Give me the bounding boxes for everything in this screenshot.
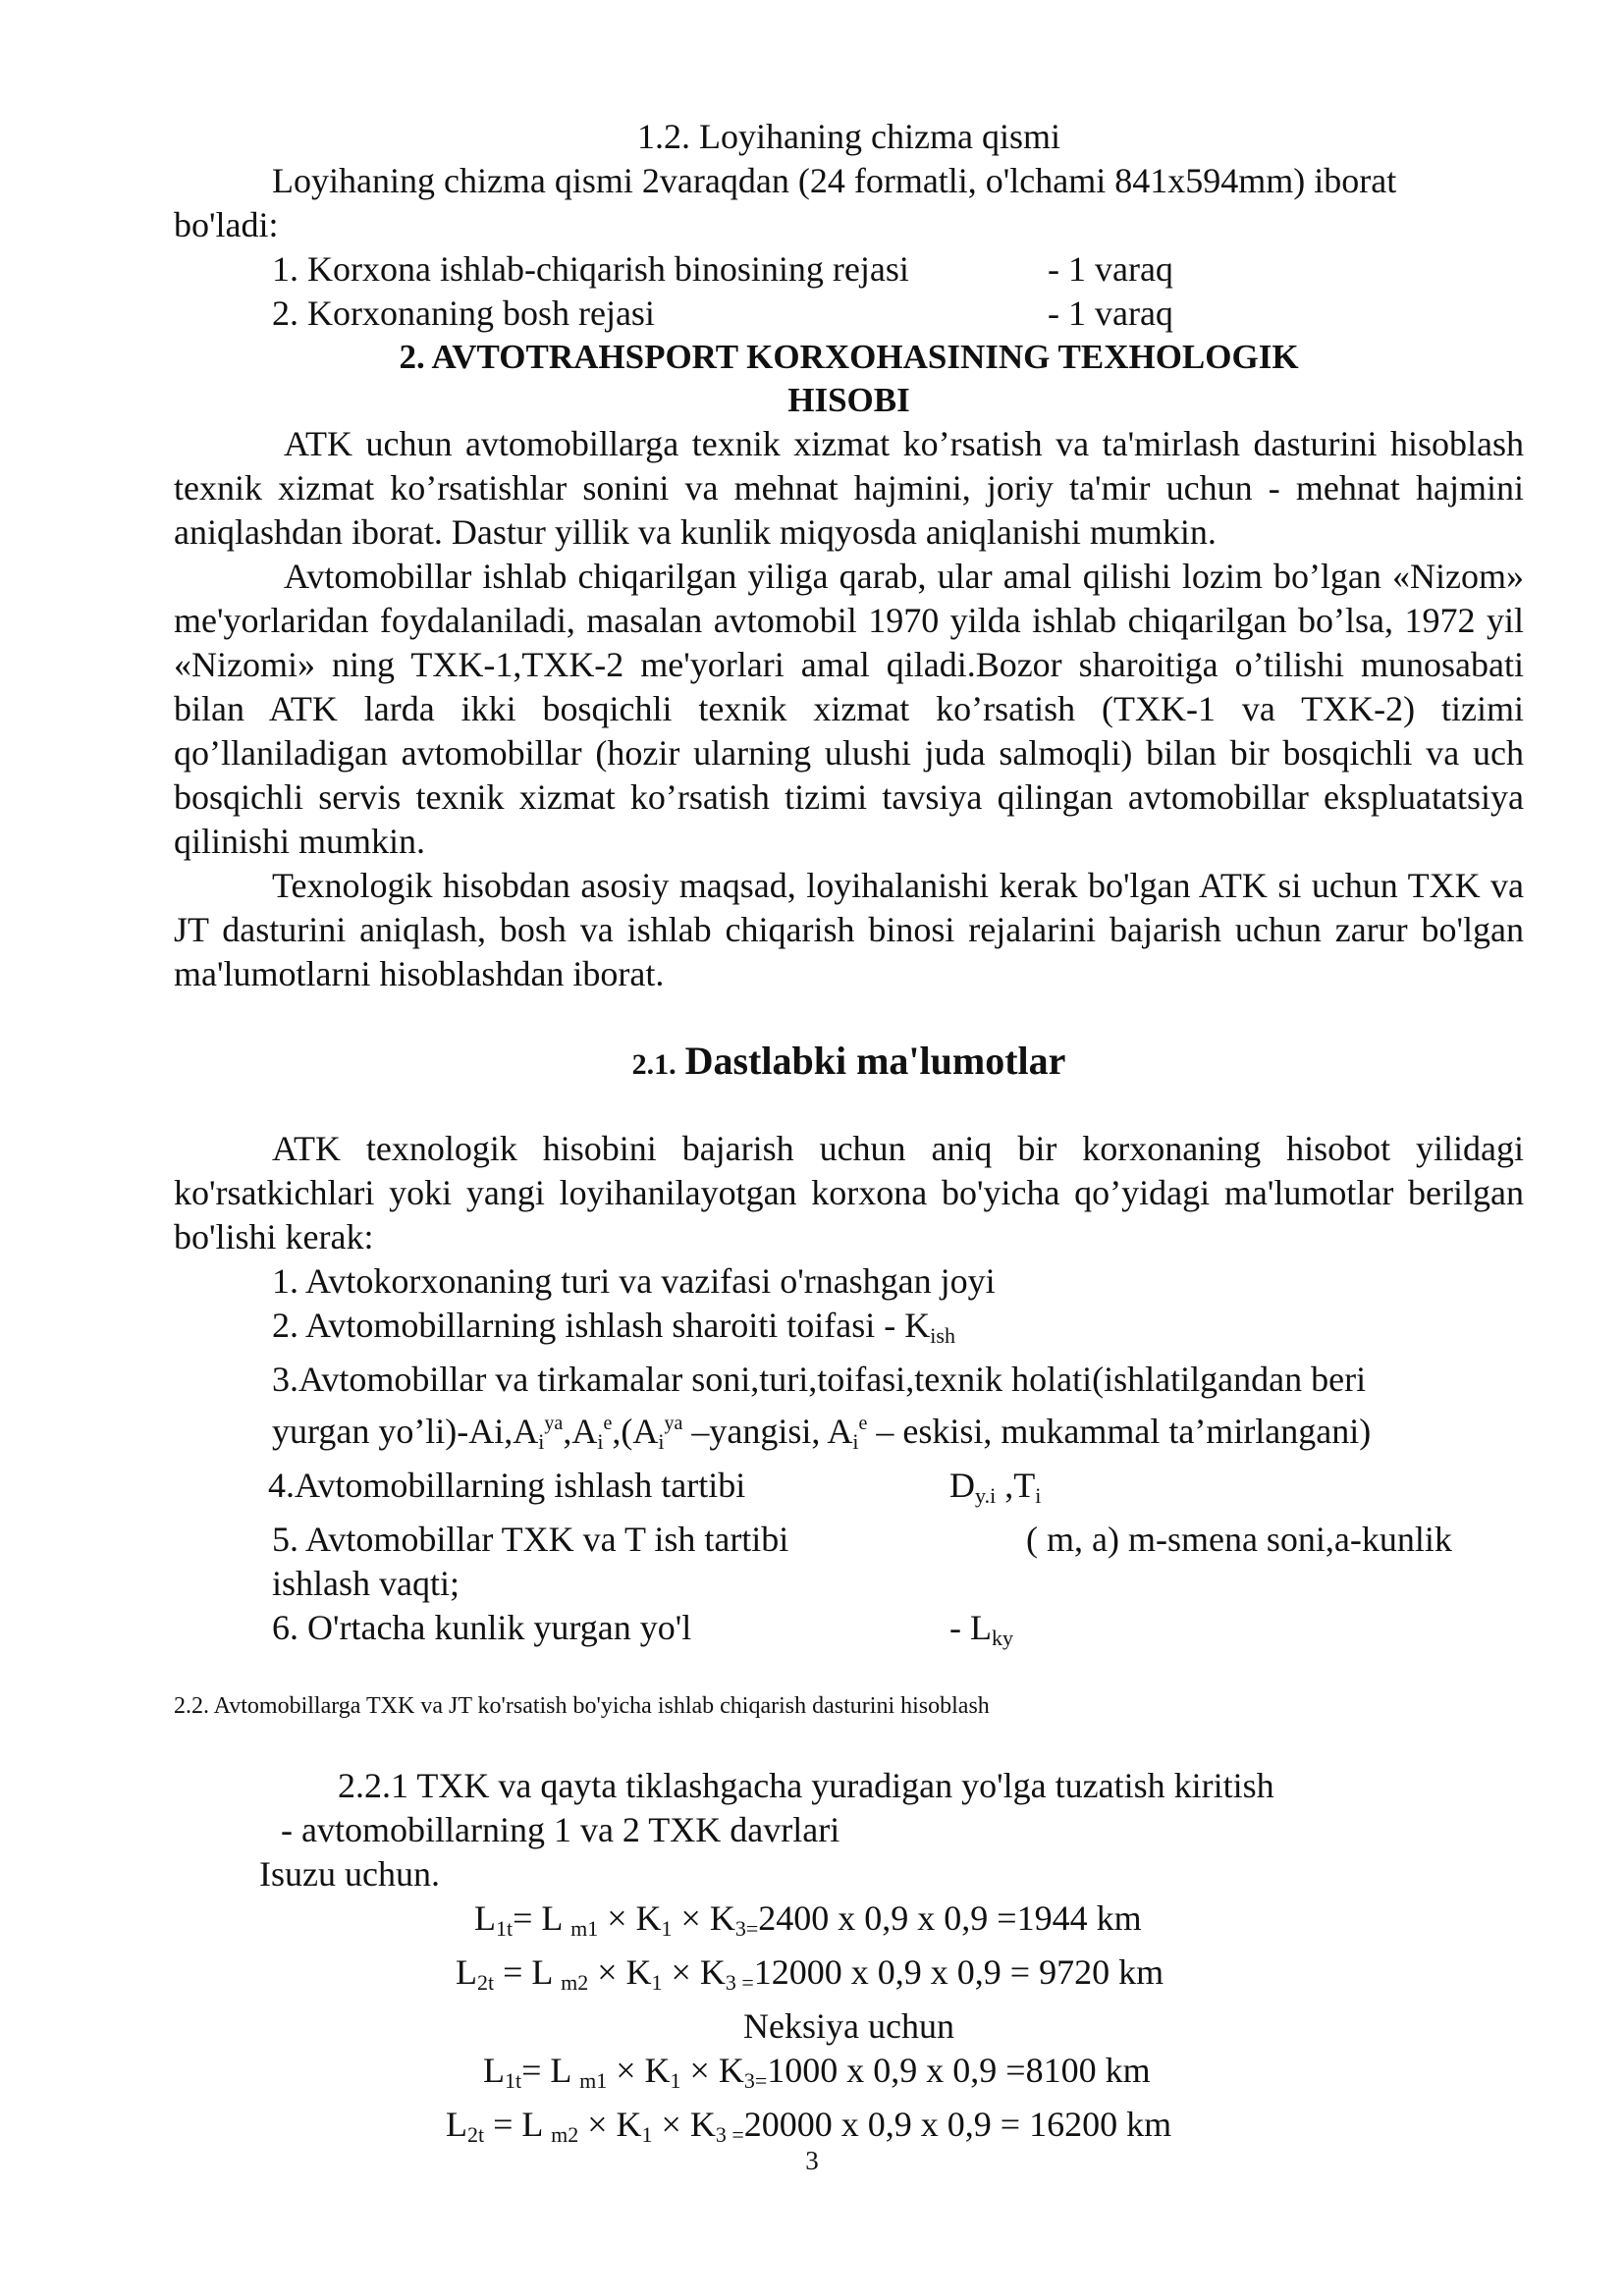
data-list-item-6 — [174, 1606, 1524, 1660]
superscript: ya — [544, 1413, 564, 1434]
isuzu-label: Isuzu uchun. — [259, 1854, 440, 1894]
section-2-2-title: 2.2. Avtomobillarga TXK va JT ko'rsatish bo'yicha ishlab chiqarish dasturini hisoblash — [174, 1693, 990, 1719]
data-list-item-2 — [174, 1304, 1524, 1358]
superscript: ya — [664, 1413, 683, 1434]
formula-text: × K — [588, 1952, 652, 1992]
subscript: i — [1035, 1483, 1042, 1508]
item-value — [949, 1606, 1013, 1660]
formula-text: = L — [513, 1898, 571, 1938]
item-text: yurgan yo’li)-Ai,A — [272, 1412, 539, 1451]
drawing-item-value: - 1 varaq — [1048, 294, 1173, 333]
section-2-1-title — [174, 1038, 1524, 1084]
formula-text: = L — [484, 2105, 552, 2144]
subscript: i — [597, 1429, 604, 1454]
section-2-paragraph-3: Texnologik hisobdan asosiy maqsad, loyihalanishi kerak bo'lgan ATK si uchun TXK va JT dasturini aniqlash, bosh va ishlab chiqarish binosi rejalarini bajarish uchun zarur bo'lgan ma'lumotlarni hisoblashdan iborat. — [174, 866, 1524, 993]
section-2-1-heading: Dastlabki ma'lumotlar — [684, 1039, 1066, 1083]
section-2-paragraph-1: ATK uchun avtomobillarga texnik xizmat ko’rsatish va ta'mirlash dasturini hisoblash texnik xizmat ko’rsatishlar sonini va mehnat hajmini, joriy ta'mir uchun - mehnat hajmini aniqlashdan iborat. Dastur yillik va kunlik miqyosda aniqlanishi mumkin. — [174, 424, 1524, 552]
formula-text: 20000 x 0,9 x 0,9 = 16200 km — [743, 2105, 1172, 2144]
formula-text: × K — [607, 2051, 671, 2090]
drawing-list-item — [174, 292, 1524, 336]
formula-text: 2400 x 0,9 x 0,9 =1944 km — [758, 1898, 1142, 1938]
item-text: ,T — [996, 1466, 1036, 1505]
formula-neksiya-l1 — [174, 2049, 1524, 2103]
subscript: 3 = — [715, 2122, 744, 2147]
formula-text: × K — [662, 1952, 726, 1992]
item-label: 5. Avtomobillar TXK va T ish tartibi — [272, 1520, 789, 1559]
item-text: –yangisi, A — [682, 1412, 853, 1451]
subscript: 2t — [477, 1970, 495, 1995]
formula-text: × K — [680, 2051, 744, 2090]
subscript: i — [538, 1429, 545, 1454]
data-list-item-1: 1. Avtokorxonaning turi va vazifasi o'rnashgan joyi — [272, 1261, 996, 1301]
item-text: D — [949, 1466, 975, 1505]
formula-text: × K — [598, 1898, 662, 1938]
formula-text: = L — [494, 1952, 562, 1992]
section-1-2-title: 1.2. Loyihaning chizma qismi — [637, 117, 1060, 156]
document-page — [174, 115, 1524, 2157]
item-text: ,A — [563, 1412, 598, 1451]
formula-text: L — [446, 2105, 467, 2144]
formula-text: × K — [578, 2105, 642, 2144]
item-value — [949, 1464, 1041, 1518]
section-2-2-1-title: 2.2.1 TXK va qayta tiklashgacha yuradigan yo'lga tuzatish kiritish — [338, 1766, 1274, 1805]
item-label: 4.Avtomobillarning ishlash tartibi — [268, 1466, 746, 1505]
subscript: 1 — [651, 1970, 663, 1995]
subscript: 3 = — [725, 1970, 754, 1995]
superscript: e — [858, 1413, 868, 1434]
subscript: 1 — [670, 2068, 681, 2093]
neksiya-label: Neksiya uchun — [743, 2006, 954, 2046]
formula-text: × K — [672, 1898, 735, 1938]
superscript: e — [603, 1413, 613, 1434]
formula-text: × K — [652, 2105, 716, 2144]
subscript: m1 — [570, 1916, 599, 1941]
formula-text: L — [456, 1952, 477, 1992]
subscript: y.i — [975, 1483, 997, 1508]
drawing-item-label: 2. Korxonaning bosh rejasi — [272, 294, 655, 333]
data-list-item-5-line2: ishlash vaqti; — [272, 1564, 460, 1603]
subscript: m1 — [579, 2068, 608, 2093]
data-list-item-4 — [174, 1464, 1524, 1518]
section-2-paragraph-2: Avtomobillar ishlab chiqarilgan yiliga qarab, ular amal qilishi lozim bo’lgan «Nizom» me'yorlaridan foydalaniladi, masalan avtomobil 1970 yilda ishlab chiqarilgan bo’lsa, 1972 yil «Nizomi» ning TXK-1,TXK-2 me'yorlari amal qiladi.Bozor sharoitiga o’tilishi munosabati bilan ATK larda ikki bosqichli texnik xizmat ko’rsatish (TXK-1 va TXK-2) tizimi qo’llaniladigan avtomobillar (hozir ularning ulushi juda salmoqli) bilan bir bosqichli va uch bosqichli servis texnik xizmat ko’rsatish tizimi tavsiya qilingan avtomobillar ekspluatatsiya qilinishi mumkin. — [174, 557, 1524, 861]
formula-isuzu-l1 — [174, 1896, 1524, 1950]
subscript: 3= — [743, 2068, 768, 2093]
data-list-item-5 — [174, 1518, 1524, 1562]
subscript: 1t — [496, 1916, 514, 1941]
subscript: 1 — [641, 2122, 653, 2147]
subscript: 1t — [505, 2068, 522, 2093]
page-number: 3 — [805, 2146, 819, 2175]
subscript: 3= — [734, 1916, 759, 1941]
drawing-item-label: 1. Korxona ishlab-chiqarish binosining rejasi — [272, 249, 909, 289]
subscript: ish — [930, 1323, 955, 1348]
drawing-list-item — [174, 247, 1524, 292]
section-1-2-intro-line2: bo'ladi: — [174, 205, 279, 244]
formula-text: 1000 x 0,9 x 0,9 =8100 km — [767, 2051, 1151, 2090]
item-text: - L — [949, 1608, 992, 1647]
item-text: – eskisi, mukammal ta’mirlangani) — [867, 1412, 1372, 1451]
item-text: ,(A — [612, 1412, 659, 1451]
formula-text: = L — [521, 2051, 580, 2090]
formula-text: 12000 x 0,9 x 0,9 = 9720 km — [753, 1952, 1164, 1992]
subscript: 2t — [467, 2122, 485, 2147]
subscript: i — [658, 1429, 665, 1454]
subscript: i — [852, 1429, 859, 1454]
item-label: 6. O'rtacha kunlik yurgan yo'l — [272, 1608, 692, 1647]
section-2-1-number: 2.1. — [631, 1048, 677, 1081]
subscript: m2 — [561, 1970, 589, 1995]
subscript: ky — [991, 1626, 1013, 1650]
section-2-2-1-subtitle: - avtomobillarning 1 va 2 TXK davrlari — [281, 1810, 840, 1849]
drawing-item-value: - 1 varaq — [1048, 249, 1173, 289]
section-1-2-intro-line1: Loyihaning chizma qismi 2varaqdan (24 formatli, o'lchami 841x594mm) iborat — [272, 161, 1397, 200]
section-2-title-line1: 2. AVTOTRAHSPORT KORXOHASINING TEXHOLOGIK — [399, 338, 1299, 376]
data-list-item-3-line2 — [174, 1402, 1524, 1464]
section-2-1-intro: ATK texnologik hisobini bajarish uchun aniq bir korxonaning hisobot yilidagi ko'rsatkichlari yoki yangi loyihanilayotgan korxona bo'yicha qo’yidagi ma'lumotlar berilgan bo'lishi kerak: — [174, 1129, 1524, 1256]
data-list-item-3-line1: 3.Avtomobillar va tirkamalar soni,turi,toifasi,texnik holati(ishlatilgandan beri — [272, 1360, 1367, 1399]
subscript: 1 — [661, 1916, 673, 1941]
section-2-title-line2: HISOBI — [787, 381, 910, 419]
item-text: 2. Avtomobillarning ishlash sharoiti toifasi - K — [272, 1306, 931, 1345]
item-value: ( m, a) m-smena soni,a-kunlik — [1026, 1520, 1452, 1559]
formula-isuzu-l2 — [174, 1950, 1524, 2004]
subscript: m2 — [551, 2122, 579, 2147]
formula-text: L — [483, 2051, 505, 2090]
formula-text: L — [474, 1898, 496, 1938]
